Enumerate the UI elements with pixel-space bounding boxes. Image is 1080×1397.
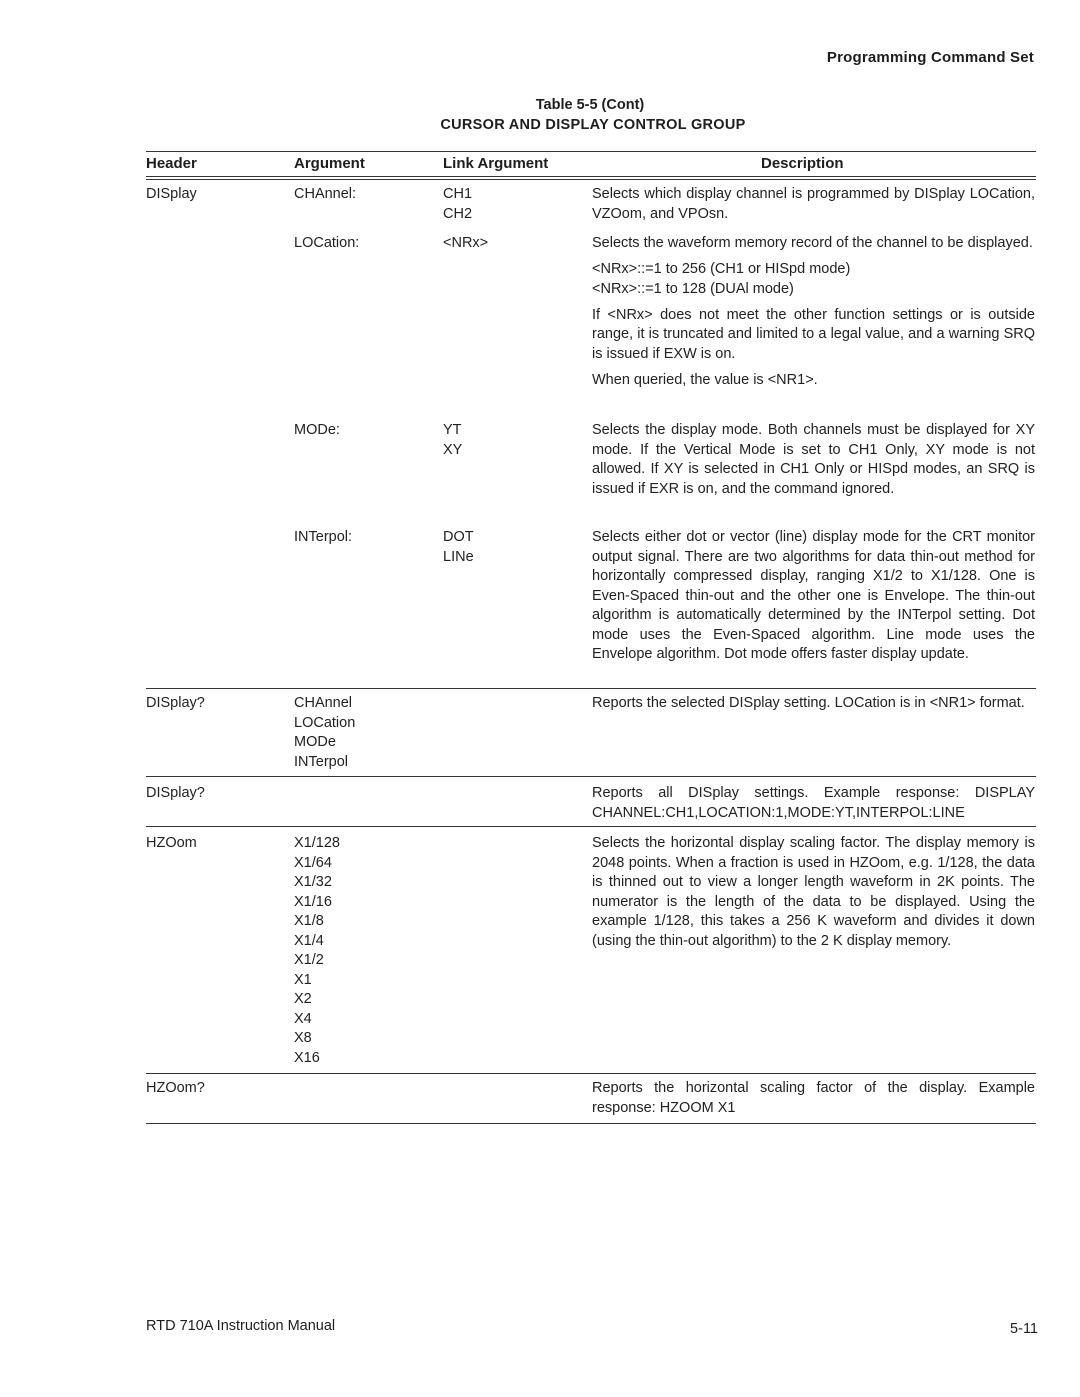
argument: LOCation xyxy=(294,714,356,731)
link-argument: CH2 xyxy=(443,205,473,222)
argument-cell: INTerpol: xyxy=(294,529,353,545)
column-header-header: Header xyxy=(146,155,197,172)
argument-cell: CHAnnel: xyxy=(294,186,357,202)
description-cell xyxy=(592,528,1035,671)
argument-cell: MODe: xyxy=(294,422,340,438)
link-argument-cell xyxy=(443,421,462,460)
description-text: Selects the waveform memory record of the channel to be displayed. xyxy=(592,235,1033,251)
row-header: DISplay xyxy=(146,186,197,202)
description-text: <NRx>::=1 to 256 (CH1 or HISpd mode) xyxy=(592,261,851,277)
page-number: 5-11 xyxy=(1010,1321,1038,1337)
link-argument: LINe xyxy=(443,548,474,565)
description-cell xyxy=(592,185,1035,231)
footer-manual-title: RTD 710A Instruction Manual xyxy=(146,1318,336,1334)
description-text: Reports the horizontal scaling factor of the display. Example response: HZOOM X1 xyxy=(592,1080,1035,1116)
description-text: Reports the selected DISplay setting. LOCation is in <NR1> format. xyxy=(592,695,1025,711)
row-header: HZOom? xyxy=(146,1080,205,1096)
running-head: Programming Command Set xyxy=(826,49,1034,66)
column-header-argument: Argument xyxy=(294,155,365,172)
link-argument: CH1 xyxy=(443,186,473,202)
link-argument-cell xyxy=(443,185,472,224)
description-cell xyxy=(592,1079,1035,1125)
argument: X1/64 xyxy=(294,854,332,871)
table-title: CURSOR AND DISPLAY CONTROL GROUP xyxy=(440,117,746,133)
description-cell xyxy=(592,834,1035,958)
argument: X1 xyxy=(294,971,312,988)
description-text: Selects either dot or vector (line) display mode for the CRT monitor output signal. There are two algorithms for data thin-out method for horizontally compressed display, ranging X1/2 to X1/128. One is Even-Spaced thin-out and the other one is Envelope. The thin-out algorithm is automatically determined by the INTerpol setting. Dot mode uses the Even-Spaced algorithm. Line mode uses the Envelope algorithm. Dot mode offers faster display update. xyxy=(592,529,1035,662)
column-header-description: Description xyxy=(761,155,844,172)
row-divider xyxy=(146,826,1036,827)
description-text: Reports all DISplay settings. Example response: DISPLAY CHANNEL:CH1,LOCATION:1,MODE:YT,INTERPOL:LINE xyxy=(592,785,1035,821)
table-caption: Table 5-5 (Cont) xyxy=(535,97,645,113)
link-argument: <NRx> xyxy=(443,235,489,251)
description-cell xyxy=(592,784,1035,830)
link-argument: YT xyxy=(443,422,462,438)
link-argument: DOT xyxy=(443,529,474,545)
link-argument: XY xyxy=(443,441,463,458)
description-text: Selects which display channel is programmed by DISplay LOCation, VZOom, and VPOsn. xyxy=(592,186,1035,222)
argument: INTerpol xyxy=(294,753,348,770)
argument: X1/8 xyxy=(294,913,324,929)
argument: MODe xyxy=(294,734,336,750)
table-top-rule xyxy=(146,151,1036,152)
description-text: <NRx>::=1 to 128 (DUAl mode) xyxy=(592,280,794,297)
description-cell xyxy=(592,694,1035,720)
row-header: DISplay? xyxy=(146,695,205,711)
argument: X2 xyxy=(294,991,312,1007)
argument-cell xyxy=(294,694,355,772)
argument: X1/32 xyxy=(294,874,332,890)
description-text: If <NRx> does not meet the other function settings or is outside range, it is truncated and limited to a legal value, and a warning SRQ is issued if EXW is on. xyxy=(592,306,1035,362)
argument-cell xyxy=(294,834,340,1068)
table-bottom-rule xyxy=(146,1123,1036,1124)
description-text: When queried, the value is <NR1>. xyxy=(592,371,818,388)
row-divider xyxy=(146,688,1036,689)
description-text: Selects the display mode. Both channels must be displayed for XY mode. If the Vertical Mode is set to CH1 Only, XY mode is not allowed. If XY is selected in CH1 Only or HISpd modes, an SRQ is issued if EXR is on, and the command ignored. xyxy=(592,422,1035,497)
row-header: HZOom xyxy=(146,835,197,851)
argument: X1/4 xyxy=(294,932,324,949)
column-header-link-argument: Link Argument xyxy=(443,155,549,172)
row-divider xyxy=(146,1073,1036,1074)
header-bottom-rule-2 xyxy=(146,179,1036,180)
description-text: Selects the horizontal display scaling factor. The display memory is 2048 points. When a fraction is used in HZOom, e.g. 1/128, the data is thinned out to view a longer length waveform in 2K points. The numerator is the length of the data to be displayed. Using the example 1/128, this takes a 256 K waveform and divides it down (using the thin-out algorithm) to the 2 K display memory. xyxy=(592,835,1035,949)
description-cell xyxy=(592,234,1035,397)
argument: X16 xyxy=(294,1049,320,1066)
link-argument-cell xyxy=(443,528,474,567)
header-bottom-rule xyxy=(146,176,1036,177)
description-cell xyxy=(592,421,1035,506)
argument: X1/16 xyxy=(294,893,332,910)
row-divider xyxy=(146,776,1036,777)
argument: X8 xyxy=(294,1030,312,1046)
argument: X4 xyxy=(294,1010,312,1027)
argument: X1/128 xyxy=(294,835,340,851)
link-argument-cell xyxy=(443,234,488,254)
argument-cell: LOCation: xyxy=(294,235,360,251)
row-header: DISplay? xyxy=(146,785,205,801)
argument: X1/2 xyxy=(294,952,324,968)
argument: CHAnnel xyxy=(294,695,353,711)
